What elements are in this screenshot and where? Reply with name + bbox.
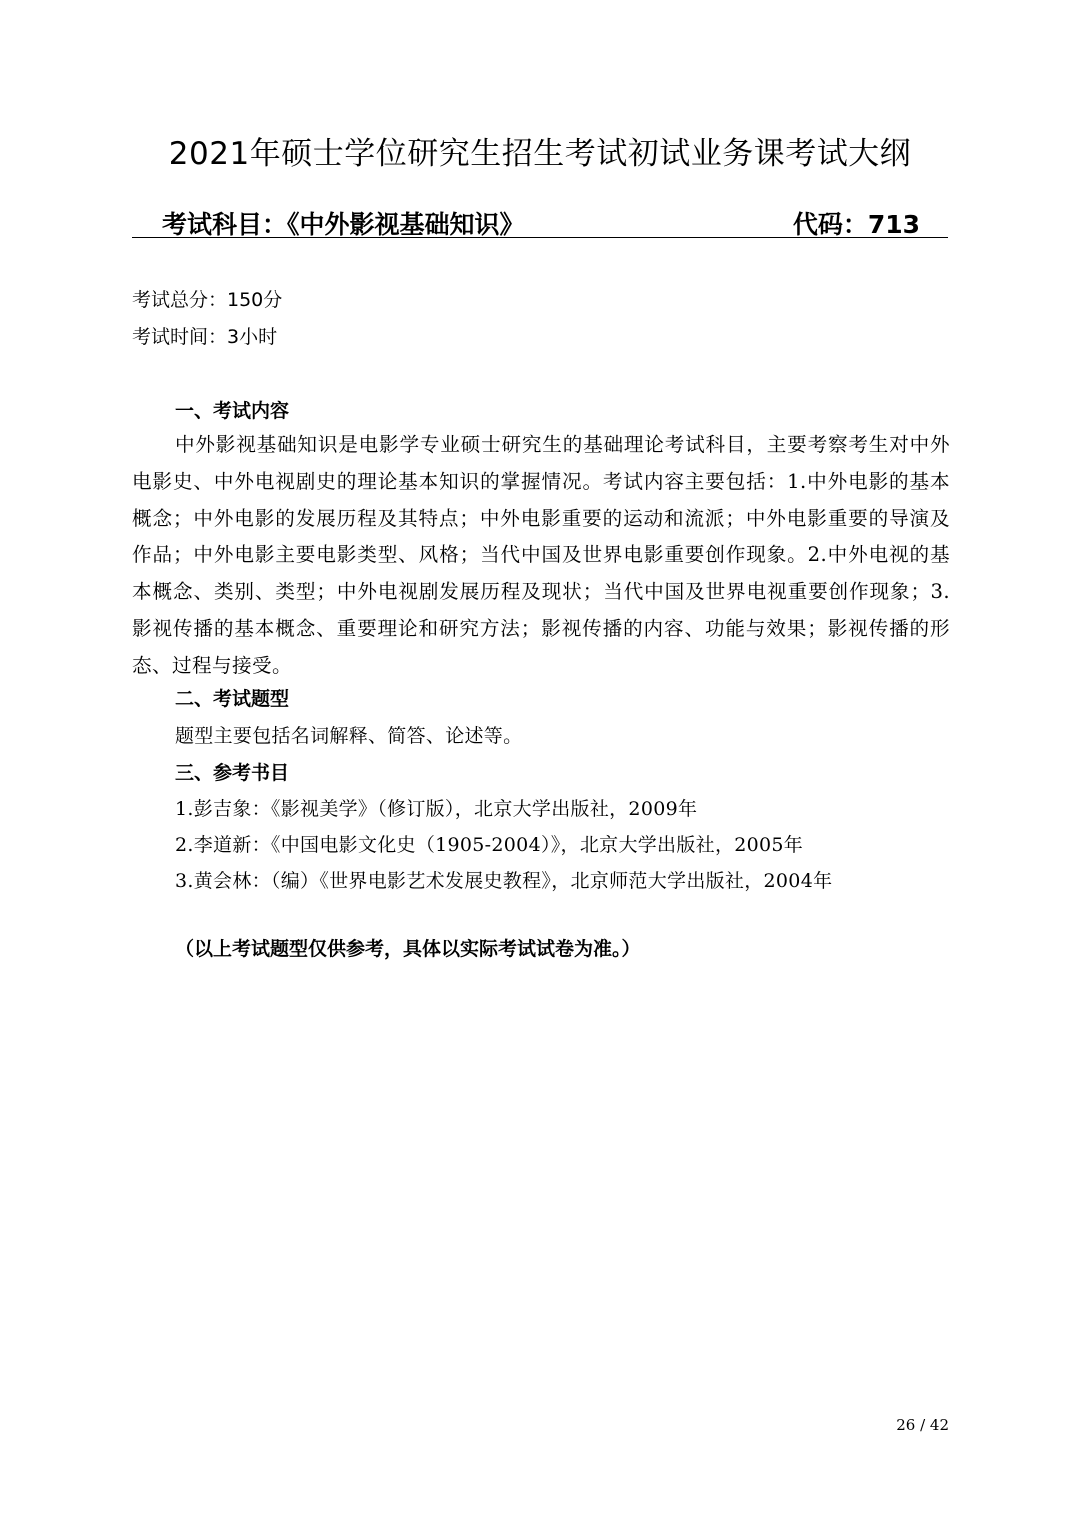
section-heading-question-types: 二、考试题型 xyxy=(175,688,290,710)
footnote: （以上考试题型仅供参考，具体以实际考试试卷为准。） xyxy=(175,938,641,960)
reference-item: 2.李道新：《中国电影文化史（1905-2004）》，北京大学出版社，2005年 xyxy=(175,834,804,856)
reference-item: 3.黄会林：（编）《世界电影艺术发展史教程》，北京师范大学出版社，2004年 xyxy=(175,870,833,892)
total-score: 考试总分：150分 xyxy=(132,289,283,311)
exam-subject: 考试科目：《中外影视基础知识》 xyxy=(162,210,525,239)
section-heading-references: 三、参考书目 xyxy=(175,762,290,784)
exam-code: 代码：713 xyxy=(792,210,920,239)
exam-duration: 考试时间：3小时 xyxy=(132,326,278,348)
subject-line xyxy=(132,205,948,238)
section-body-content: 中外影视基础知识是电影学专业硕士研究生的基础理论考试科目，主要考察考生对中外电影史、中外电视剧史的理论基本知识的掌握情况。考试内容主要包括：1.中外电影的基本概念；中外电影的发展历程及其特点；中外电影重要的运动和流派；中外电影重要的导演及作品；中外电影主要电影类型、风格；当代中国及世界电影重要创作现象。2.中外电视的基本概念、类别、类型；中外电视剧发展历程及现状；当代中国及世界电视重要创作现象；3.影视传播的基本概念、重要理论和研究方法；影视传播的内容、功能与效果；影视传播的形态、过程与接受。 xyxy=(132,433,950,677)
reference-item: 1.彭吉象：《影视美学》（修订版），北京大学出版社，2009年 xyxy=(175,798,698,820)
section-heading-content: 一、考试内容 xyxy=(175,400,290,422)
page-number: 26 / 42 xyxy=(896,1416,949,1434)
section-body-question-types: 题型主要包括名词解释、简答、论述等。 xyxy=(175,725,523,747)
document-title: 2021年硕士学位研究生招生考试初试业务课考试大纲 xyxy=(168,136,912,172)
